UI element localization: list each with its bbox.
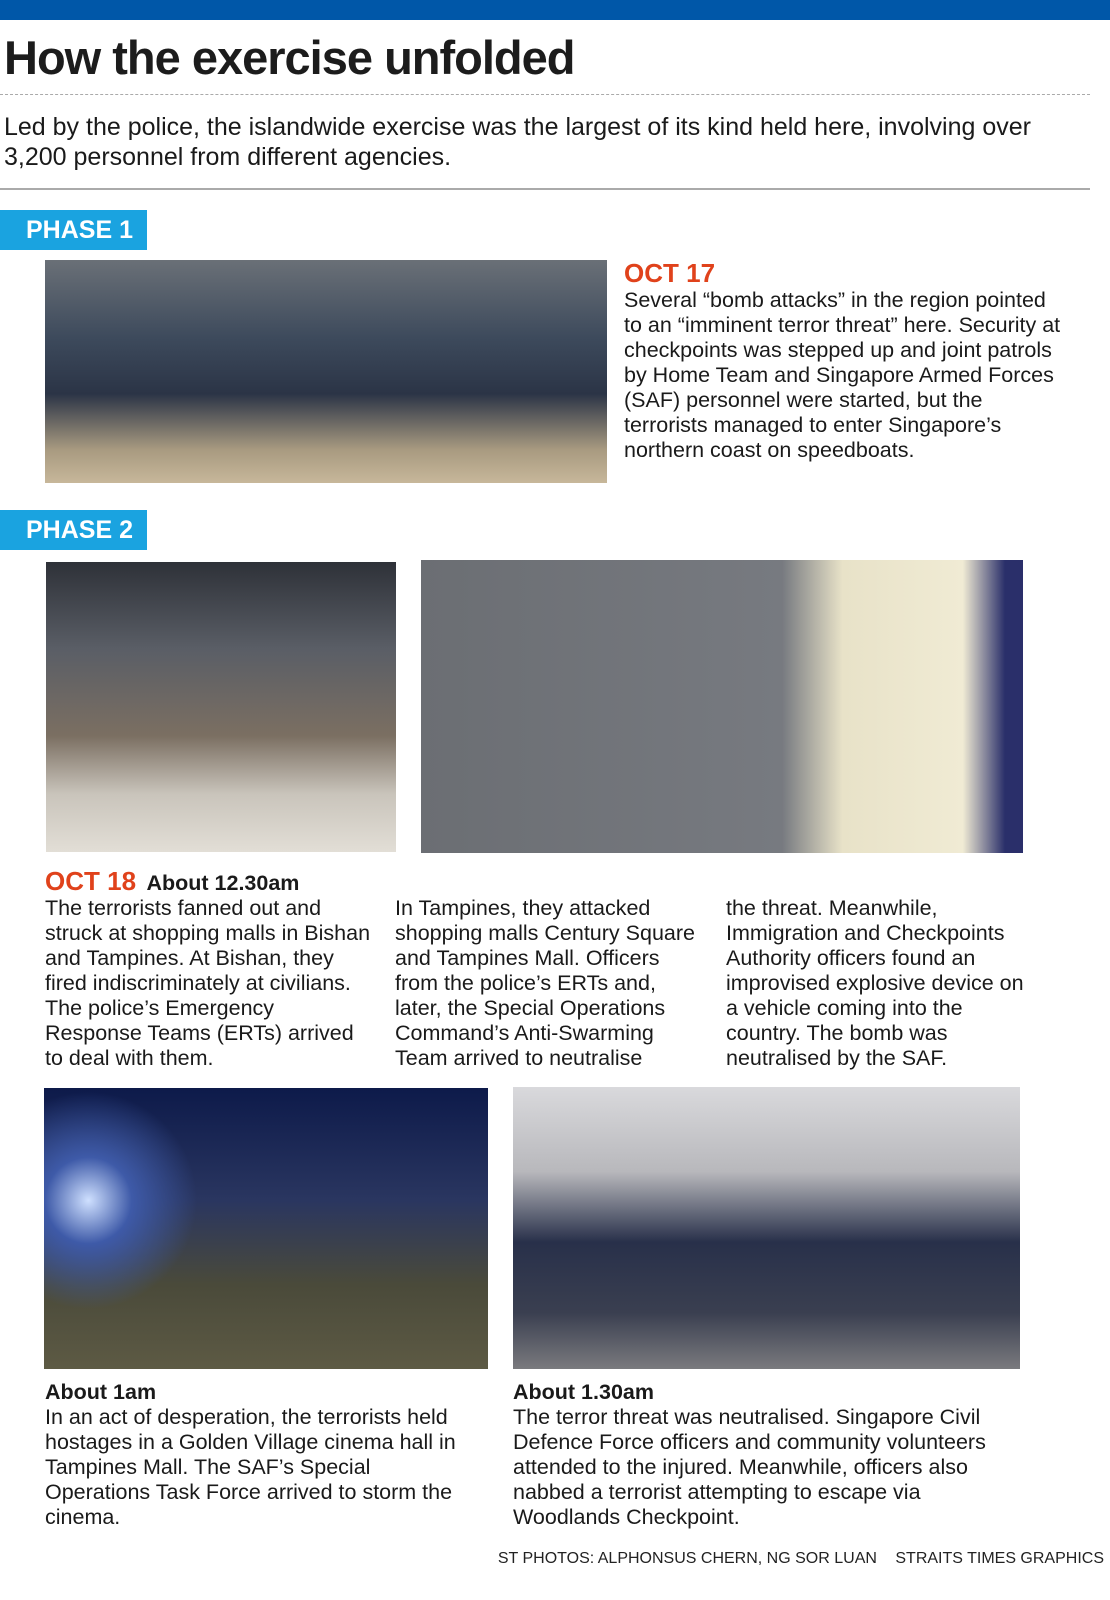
intro-text: Led by the police, the islandwide exercise was the largest of its kind held here, involving over 3,200 personnel from different agencies.: [4, 113, 1031, 171]
photo-credit: ST PHOTOS: ALPHONSUS CHERN, NG SOR LUAN: [497, 1550, 877, 1567]
photo-treating-injured: [513, 1087, 1020, 1369]
photo-cinema-hostage: [44, 1088, 488, 1369]
date-oct-17: OCT 17: [624, 258, 716, 288]
time-1am: About 1am: [45, 1380, 157, 1404]
page-title: How the exercise unfolded: [4, 31, 575, 84]
photo-joint-patrol: [45, 260, 607, 483]
divider: [0, 188, 1090, 190]
date-oct-18: OCT 18: [45, 866, 137, 896]
time-130am: About 1.30am: [513, 1380, 654, 1404]
phase-2-column-2: In Tampines, they attacked shopping malls Century Square and Tampines Mall. Officers from the police’s ERTs and, later, the Special Operations Command’s Anti-Swarming Team arrived to neutralise: [395, 896, 695, 1070]
photo-tampines-mall: [421, 560, 1023, 853]
graphics-credit: STRAITS TIMES GRAPHICS: [895, 1550, 1104, 1567]
credits: [498, 1550, 1104, 1568]
phase-1-label: PHASE 1: [0, 210, 147, 250]
brand-bar: [0, 0, 1110, 20]
event-1am-text: In an act of desperation, the terrorists held hostages in a Golden Village cinema hall in Tampines Mall. The SAF’s Special Operations Task Force arrived to storm the cinema.: [45, 1405, 456, 1529]
phase-2-heading: [45, 866, 299, 897]
photo-bishan-mall: [46, 562, 396, 852]
time-1230am: About 12.30am: [146, 871, 300, 895]
phase-2-column-3: the threat. Meanwhile, Immigration and Checkpoints Authority officers found an improvised explosive device on a vehicle coming into the country. The bomb was neutralised by the SAF.: [726, 896, 1024, 1070]
event-130am-text: The terror threat was neutralised. Singapore Civil Defence Force officers and community volunteers attended to the injured. Meanwhile, officers also nabbed a terrorist attempting to escape via Woodlands Checkpoint.: [513, 1405, 986, 1529]
dashed-divider: [0, 94, 1090, 95]
phase-2-column-1: The terrorists fanned out and struck at shopping malls in Bishan and Tampines. At Bishan, they fired indiscriminately at civilians. The police’s Emergency Response Teams (ERTs) arrived to deal with them.: [45, 896, 371, 1070]
phase-1-text: Several “bomb attacks” in the region pointed to an “imminent terror threat” here. Security at checkpoints was stepped up and joint patrols by Home Team and Singapore Armed Forces (SAF) personnel were started, but the terrorists managed to enter Singapore’s northern coast on speedboats.: [624, 288, 1061, 462]
phase-2-label: PHASE 2: [0, 510, 147, 550]
